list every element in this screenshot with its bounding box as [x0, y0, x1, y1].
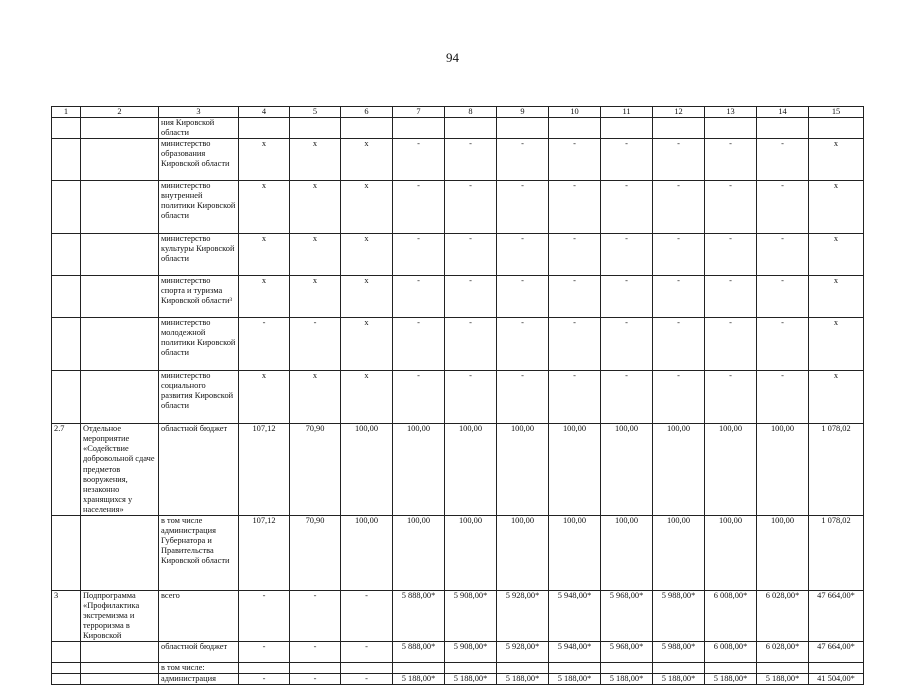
value-cell: -	[393, 181, 445, 234]
value-cell: -	[601, 371, 653, 424]
item-name-cell	[81, 642, 159, 663]
executor-cell: ния Кировской области	[159, 118, 239, 139]
executor-cell: администрация	[159, 674, 239, 685]
value-cell: 100,00	[549, 424, 601, 516]
value-cell: -	[290, 674, 341, 685]
value-cell: 5 928,00*	[497, 590, 549, 641]
value-cell: -	[497, 181, 549, 234]
value-cell: -	[705, 318, 757, 371]
header-row	[52, 107, 864, 118]
executor-cell: министерство культуры Кировской области	[159, 234, 239, 276]
value-cell: 41 504,00*	[809, 674, 864, 685]
value-cell: -	[445, 276, 497, 318]
value-cell: 5 888,00*	[393, 642, 445, 663]
value-cell: x	[290, 181, 341, 234]
value-cell: 100,00	[549, 515, 601, 590]
value-cell	[393, 663, 445, 674]
value-cell: 100,00	[393, 515, 445, 590]
column-header: 3	[159, 107, 239, 118]
value-cell: -	[497, 276, 549, 318]
value-cell: -	[653, 139, 705, 181]
value-cell: -	[757, 234, 809, 276]
value-cell: 5 908,00*	[445, 590, 497, 641]
table-row	[52, 139, 864, 181]
value-cell: x	[341, 371, 393, 424]
value-cell	[809, 118, 864, 139]
column-header: 14	[757, 107, 809, 118]
value-cell: 5 948,00*	[549, 590, 601, 641]
item-name-cell	[81, 139, 159, 181]
value-cell: 5 188,00*	[445, 674, 497, 685]
row-number-cell: 3	[52, 590, 81, 641]
column-header: 9	[497, 107, 549, 118]
value-cell	[497, 663, 549, 674]
value-cell: 47 664,00*	[809, 590, 864, 641]
value-cell: -	[705, 234, 757, 276]
executor-cell: министерство социального развития Кировской области	[159, 371, 239, 424]
value-cell: -	[705, 181, 757, 234]
item-name-cell: Подпрограмма «Профилактика экстремизма и терроризма в Кировской	[81, 590, 159, 641]
value-cell: -	[653, 181, 705, 234]
column-header: 13	[705, 107, 757, 118]
table-row	[52, 181, 864, 234]
value-cell: -	[601, 318, 653, 371]
value-cell: 107,12	[239, 515, 290, 590]
value-cell: -	[497, 139, 549, 181]
row-number-cell	[52, 674, 81, 685]
value-cell	[393, 118, 445, 139]
value-cell: -	[445, 181, 497, 234]
item-name-cell	[81, 276, 159, 318]
value-cell: -	[757, 276, 809, 318]
value-cell: 100,00	[601, 424, 653, 516]
value-cell: 5 888,00*	[393, 590, 445, 641]
value-cell	[809, 663, 864, 674]
executor-cell: всего	[159, 590, 239, 641]
value-cell	[601, 118, 653, 139]
column-header: 1	[52, 107, 81, 118]
item-name-cell: Отдельное мероприятие «Содействие добровольной сдаче предметов вооружения, незаконно хранящихся у населения»	[81, 424, 159, 516]
table-row	[52, 371, 864, 424]
row-number-cell	[52, 642, 81, 663]
value-cell: -	[341, 590, 393, 641]
budget-table	[51, 106, 864, 685]
value-cell: -	[445, 234, 497, 276]
column-header: 2	[81, 107, 159, 118]
column-header: 5	[290, 107, 341, 118]
value-cell: -	[653, 234, 705, 276]
value-cell	[549, 118, 601, 139]
value-cell: 1 078,02	[809, 515, 864, 590]
value-cell: x	[239, 234, 290, 276]
executor-cell: министерство молодежной политики Кировской области	[159, 318, 239, 371]
value-cell: -	[445, 318, 497, 371]
column-header: 8	[445, 107, 497, 118]
value-cell: 100,00	[757, 515, 809, 590]
value-cell: -	[757, 318, 809, 371]
table-body	[52, 118, 864, 685]
column-header: 15	[809, 107, 864, 118]
executor-cell: министерство спорта и туризма Кировской области³	[159, 276, 239, 318]
value-cell: x	[239, 181, 290, 234]
value-cell: -	[601, 276, 653, 318]
value-cell: -	[653, 276, 705, 318]
value-cell: 5 188,00*	[601, 674, 653, 685]
row-number-cell	[52, 118, 81, 139]
table-row	[52, 663, 864, 674]
value-cell: -	[445, 139, 497, 181]
table-row	[52, 318, 864, 371]
value-cell: -	[705, 371, 757, 424]
value-cell: -	[445, 371, 497, 424]
value-cell: -	[549, 234, 601, 276]
value-cell: 100,00	[393, 424, 445, 516]
value-cell	[290, 118, 341, 139]
value-cell	[497, 118, 549, 139]
value-cell: 5 188,00*	[653, 674, 705, 685]
value-cell: x	[290, 276, 341, 318]
value-cell: 6 028,00*	[757, 590, 809, 641]
value-cell: 6 028,00*	[757, 642, 809, 663]
value-cell: 100,00	[497, 424, 549, 516]
value-cell: -	[239, 318, 290, 371]
value-cell: x	[809, 371, 864, 424]
item-name-cell	[81, 674, 159, 685]
value-cell	[757, 663, 809, 674]
value-cell: 5 188,00*	[393, 674, 445, 685]
value-cell: 6 008,00*	[705, 590, 757, 641]
value-cell: 70,90	[290, 515, 341, 590]
table-row	[52, 674, 864, 685]
value-cell	[341, 663, 393, 674]
value-cell	[239, 118, 290, 139]
executor-cell: в том числе:	[159, 663, 239, 674]
table-row	[52, 118, 864, 139]
value-cell: 5 188,00*	[549, 674, 601, 685]
value-cell: 100,00	[757, 424, 809, 516]
value-cell: x	[809, 276, 864, 318]
value-cell: x	[239, 371, 290, 424]
value-cell: -	[549, 318, 601, 371]
item-name-cell	[81, 118, 159, 139]
value-cell: -	[653, 318, 705, 371]
row-number-cell	[52, 181, 81, 234]
item-name-cell	[81, 371, 159, 424]
row-number-cell	[52, 318, 81, 371]
value-cell: 47 664,00*	[809, 642, 864, 663]
row-number-cell	[52, 515, 81, 590]
executor-cell: министерство образования Кировской области	[159, 139, 239, 181]
value-cell: -	[290, 318, 341, 371]
value-cell	[445, 663, 497, 674]
value-cell: -	[497, 371, 549, 424]
value-cell: 5 968,00*	[601, 642, 653, 663]
value-cell	[549, 663, 601, 674]
value-cell: 107,12	[239, 424, 290, 516]
item-name-cell	[81, 234, 159, 276]
value-cell: -	[601, 139, 653, 181]
value-cell: -	[497, 234, 549, 276]
value-cell: -	[549, 139, 601, 181]
value-cell: -	[757, 139, 809, 181]
item-name-cell	[81, 515, 159, 590]
value-cell: x	[809, 139, 864, 181]
row-number-cell	[52, 663, 81, 674]
page-number: 94	[446, 50, 459, 65]
table-row	[52, 424, 864, 516]
value-cell: 100,00	[705, 424, 757, 516]
value-cell: x	[809, 318, 864, 371]
value-cell: 5 988,00*	[653, 590, 705, 641]
value-cell: 5 188,00*	[705, 674, 757, 685]
value-cell: 100,00	[601, 515, 653, 590]
value-cell	[601, 663, 653, 674]
value-cell: 5 188,00*	[497, 674, 549, 685]
table-row	[52, 234, 864, 276]
row-number-cell: 2.7	[52, 424, 81, 516]
row-number-cell	[52, 276, 81, 318]
item-name-cell	[81, 663, 159, 674]
table-row	[52, 515, 864, 590]
item-name-cell	[81, 318, 159, 371]
column-header: 10	[549, 107, 601, 118]
value-cell: -	[705, 139, 757, 181]
value-cell: x	[341, 234, 393, 276]
value-cell: 100,00	[653, 515, 705, 590]
value-cell: -	[393, 139, 445, 181]
value-cell: 5 908,00*	[445, 642, 497, 663]
column-header: 4	[239, 107, 290, 118]
value-cell: -	[549, 181, 601, 234]
row-number-cell	[52, 139, 81, 181]
value-cell: -	[757, 181, 809, 234]
value-cell: x	[809, 234, 864, 276]
table-row	[52, 642, 864, 663]
value-cell: x	[341, 318, 393, 371]
value-cell: 100,00	[341, 515, 393, 590]
value-cell	[757, 118, 809, 139]
executor-cell: в том числе администрация Губернатора и Правительства Кировской области	[159, 515, 239, 590]
value-cell: -	[393, 371, 445, 424]
value-cell: x	[290, 371, 341, 424]
value-cell: -	[549, 371, 601, 424]
value-cell: x	[239, 139, 290, 181]
value-cell: -	[393, 234, 445, 276]
value-cell: x	[341, 276, 393, 318]
value-cell: 5 928,00*	[497, 642, 549, 663]
value-cell: 100,00	[497, 515, 549, 590]
executor-cell: министерство внутренней политики Кировской области	[159, 181, 239, 234]
value-cell: 1 078,02	[809, 424, 864, 516]
value-cell: 100,00	[445, 424, 497, 516]
value-cell: -	[341, 674, 393, 685]
value-cell: x	[239, 276, 290, 318]
value-cell: -	[239, 642, 290, 663]
table-row	[52, 590, 864, 641]
value-cell	[653, 118, 705, 139]
value-cell	[705, 118, 757, 139]
value-cell: x	[341, 181, 393, 234]
value-cell: x	[341, 139, 393, 181]
value-cell: -	[290, 642, 341, 663]
value-cell: 100,00	[653, 424, 705, 516]
column-header: 11	[601, 107, 653, 118]
value-cell: 5 968,00*	[601, 590, 653, 641]
value-cell: 5 988,00*	[653, 642, 705, 663]
value-cell: -	[239, 674, 290, 685]
value-cell	[653, 663, 705, 674]
value-cell: -	[393, 318, 445, 371]
value-cell	[239, 663, 290, 674]
column-header: 7	[393, 107, 445, 118]
row-number-cell	[52, 234, 81, 276]
value-cell: 5 948,00*	[549, 642, 601, 663]
value-cell	[290, 663, 341, 674]
item-name-cell	[81, 181, 159, 234]
value-cell: 100,00	[705, 515, 757, 590]
value-cell: x	[290, 139, 341, 181]
value-cell: x	[290, 234, 341, 276]
value-cell: 5 188,00*	[757, 674, 809, 685]
value-cell: -	[601, 234, 653, 276]
value-cell: 6 008,00*	[705, 642, 757, 663]
executor-cell: областной бюджет	[159, 642, 239, 663]
value-cell: -	[549, 276, 601, 318]
value-cell: -	[705, 276, 757, 318]
value-cell: -	[601, 181, 653, 234]
column-header: 12	[653, 107, 705, 118]
value-cell: -	[290, 590, 341, 641]
executor-cell: областной бюджет	[159, 424, 239, 516]
value-cell: -	[653, 371, 705, 424]
value-cell: 70,90	[290, 424, 341, 516]
value-cell: 100,00	[341, 424, 393, 516]
value-cell: -	[341, 642, 393, 663]
column-header: 6	[341, 107, 393, 118]
value-cell: -	[239, 590, 290, 641]
value-cell	[341, 118, 393, 139]
value-cell: -	[757, 371, 809, 424]
value-cell: x	[809, 181, 864, 234]
row-number-cell	[52, 371, 81, 424]
value-cell	[705, 663, 757, 674]
value-cell	[445, 118, 497, 139]
value-cell: 100,00	[445, 515, 497, 590]
value-cell: -	[393, 276, 445, 318]
table-row	[52, 276, 864, 318]
value-cell: -	[497, 318, 549, 371]
